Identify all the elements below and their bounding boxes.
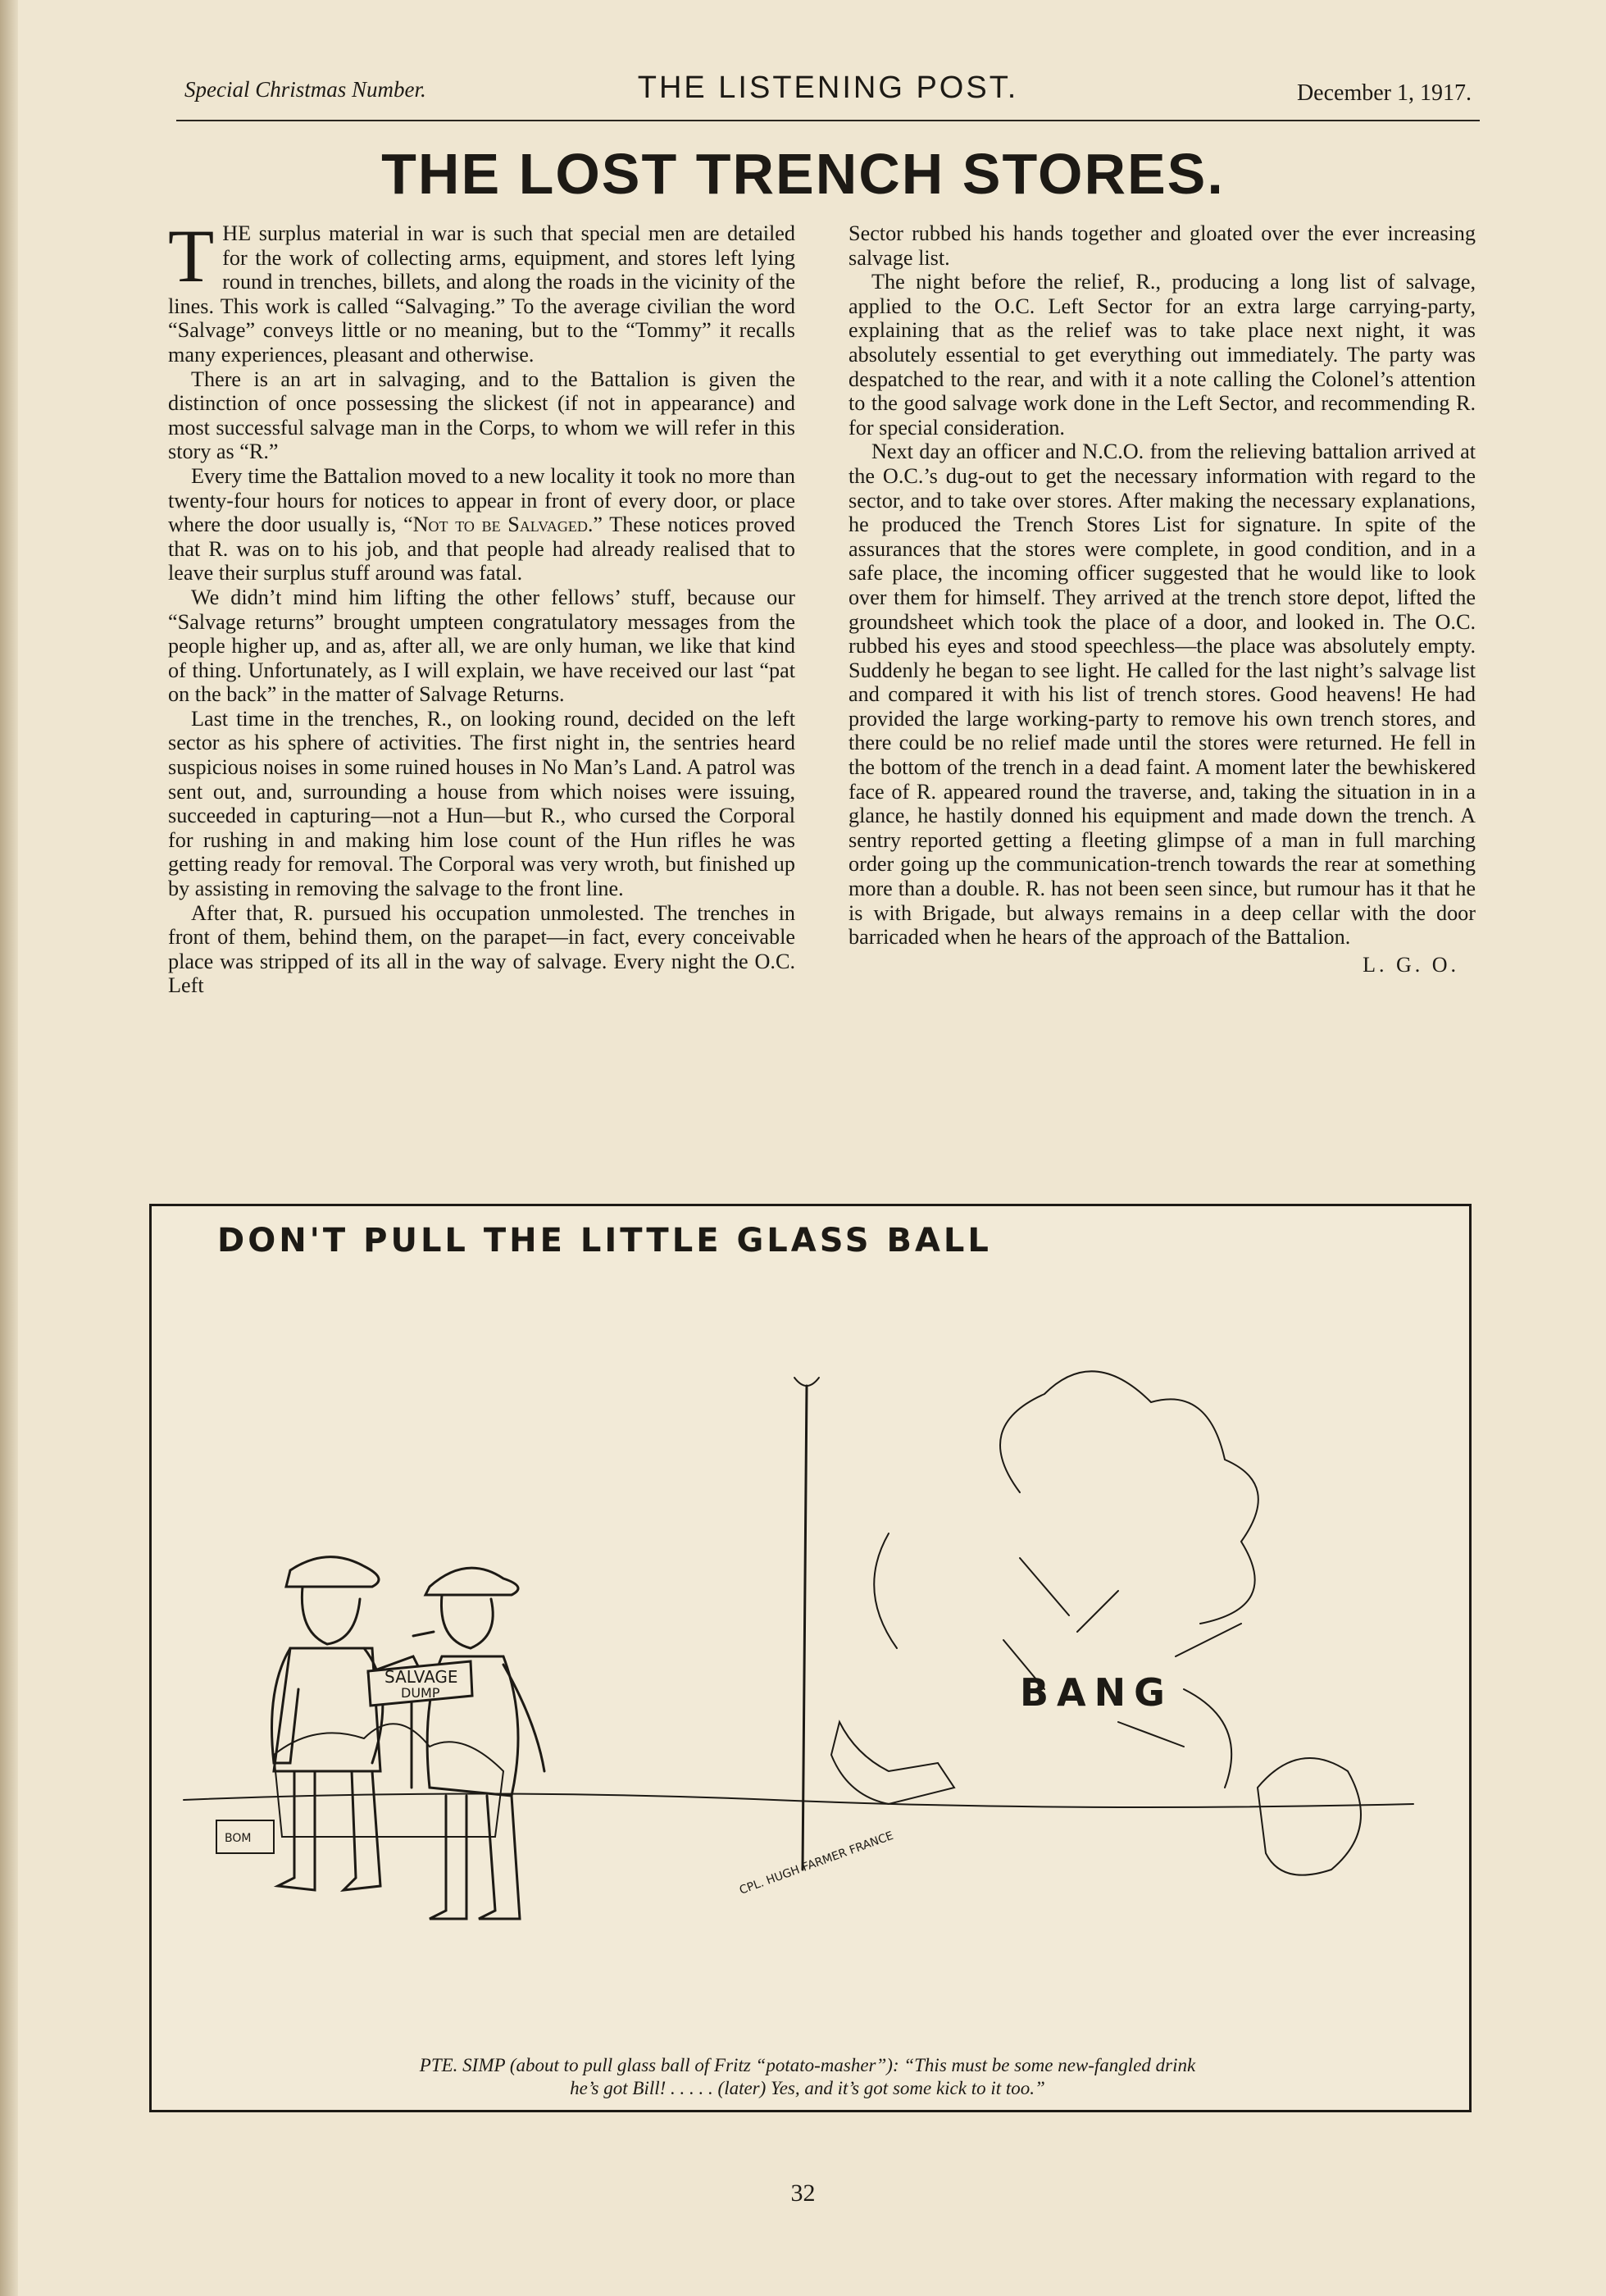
- page-binding-edge: [0, 0, 18, 2296]
- page-header: [176, 71, 1480, 121]
- paragraph-9: Next day an officer and N.C.O. from the relieving battalion arrived at the O.C.’s dug-out to get the necessary information with regard to the sector, and to take over stores. After making the necessary explanations, he produced the Trench Stores List for signature. In spite of the assurances that the stores were complete, in good condition, and in a safe place, the incoming officer suggested that he would like to look over them for himself. They arrived at the trench store depot, lifted the groundsheet which took the place of a door, and looked in. The O.C. rubbed his eyes and stood speechless—the place was absolutely empty. Suddenly he began to see light. He called for the last night’s salvage list and compared it with his list of trench stores. Good heavens! He had provided the large working-party to remove his own trench stores, and there could be no relief made until the stores were returned. He fell in the bottom of the trench in a dead faint. A moment later the bewhiskered face of R. appeared round the traverse, and, taking the situation in in a glance, he hastily donned his equipment and made down the trench. A sentry reported getting a fleeting glimpse of a man in full marching order going up the communication-trench towards the rear at something more than a double. R. has not been seen since, but rumour has it that he is with Brigade, but always remains in a deep cellar with the door barricaded when he hears of the approach of the Battalion.: [848, 440, 1476, 950]
- soldier-bill-figure: [272, 1557, 422, 1890]
- header-issue-label: Special Christmas Number.: [184, 77, 426, 102]
- page-number: 32: [790, 2180, 816, 2207]
- salvage-pile: [274, 1724, 503, 1837]
- sign-text-salvage: SALVAGE: [384, 1667, 458, 1687]
- drop-cap: T: [168, 214, 215, 298]
- paragraph-4: We didn’t mind him lifting the other fellows’ stuff, because our “Salvage returns” brought umpteen congratulatory messages from the people higher up, and as, after all, we are only human, we like that kind of thing. Unfortunately, as I will explain, we have received our last “pat on the back” in the matter of Salvage Returns.: [168, 585, 795, 707]
- explosion-cloud: [874, 1371, 1258, 1788]
- notice-text: Not to be Salvaged: [412, 512, 588, 537]
- sign-text-dump: DUMP: [401, 1685, 440, 1701]
- author-signature: L. G. O.: [1363, 952, 1459, 977]
- soldier-simp-figure: [413, 1568, 544, 1919]
- caption-line-2: he’s got Bill! . . . . . (later) Yes, and it’s got some kick to it too.”: [570, 2078, 1045, 2098]
- paragraph-6: After that, R. pursued his occupation unmolested. The trenches in front of them, behind them, on the parapet—in fact, every conceivable place was stripped of its all in the way of salvage. Every night the O.C. Left: [168, 900, 795, 998]
- article-right-column: [848, 221, 1476, 977]
- artist-credit: CPL. HUGH FARMER FRANCE: [737, 1829, 895, 1897]
- flying-soldier-legs: [831, 1722, 954, 1804]
- paragraph-5: Last time in the trenches, R., on looking round, decided on the left sector as his sphere of activities. The first night in, the sentries heard suspicious noises in some ruined houses in No Man’s Land. A patrol was sent out, and, surrounding a house from which noises were issuing, succeeded in capturing—not a Hun—but R., who cursed the Corporal for rushing in and making him lose count of the Hun rifles he was getting ready for removal. The Corporal was very wroth, but finished up by assisting in removing the salvage to the front line.: [168, 706, 795, 901]
- cartoon-title: DON'T PULL THE LITTLE GLASS BALL: [217, 1222, 992, 1260]
- cartoon-caption: [189, 2054, 1426, 2100]
- paragraph-2: There is an art in salvaging, and to the Battalion is given the distinction of once possessing the slickest (if not in appearance) and most successful salvage man in the Corps, to whom we will refer in this story as “R.”: [168, 367, 795, 464]
- header-masthead: THE LISTENING POST.: [637, 71, 1019, 105]
- paragraph-7: Sector rubbed his hands together and gloated over the ever increasing salvage list.: [848, 221, 1476, 270]
- header-date: December 1, 1917.: [1296, 80, 1472, 106]
- bang-text: BANG: [1020, 1670, 1173, 1715]
- fritz-figure: [1258, 1758, 1361, 1875]
- bomb-box-label: BOM: [225, 1832, 252, 1845]
- caption-line-1: PTE. SIMP (about to pull glass ball of Fritz “potato-masher”): “This must be some new-fangled drink: [419, 2055, 1196, 2075]
- paragraph-3-text-a: Every time the Battalion moved to a new locality it took no more than twenty-four hours for notices to appear in front of every door, or place where the door usually is, “: [168, 463, 795, 537]
- paragraph-3-text-b: .” These notices proved that R. was on to his job, and that people had already realised that to leave their surplus stuff around was fatal.: [168, 512, 795, 585]
- article-left-column: [168, 214, 795, 998]
- paragraph-1: [168, 214, 795, 367]
- trench-pole: [803, 1386, 807, 1870]
- paragraph-1-text: HE surplus material in war is such that special men are detailed for the work of collecting arms, equipment, and stores left lying round in trenches, billets, and along the roads in the vicinity of the lines. This work is called “Salvaging.” To the average civilian the word “Salvage” conveys little or no meaning, but to the “Tommy” it recalls many experiences, pleasant and otherwise.: [168, 221, 795, 367]
- paragraph-8: The night before the relief, R., producing a long list of salvage, applied to the O.C. Left Sector for an extra large carrying-party, explaining that as the relief was to take place next night, it was absolutely essential to get everything out immediately. The party was despatched to the rear, and with it a note calling the Colonel’s attention to the good salvage work done in the Left Sector, and recommending R. for special consideration.: [848, 270, 1476, 440]
- article-title: THE LOST TRENCH STORES.: [381, 142, 1225, 206]
- cartoon-illustration: [151, 1263, 1463, 2042]
- paragraph-3: [168, 464, 795, 585]
